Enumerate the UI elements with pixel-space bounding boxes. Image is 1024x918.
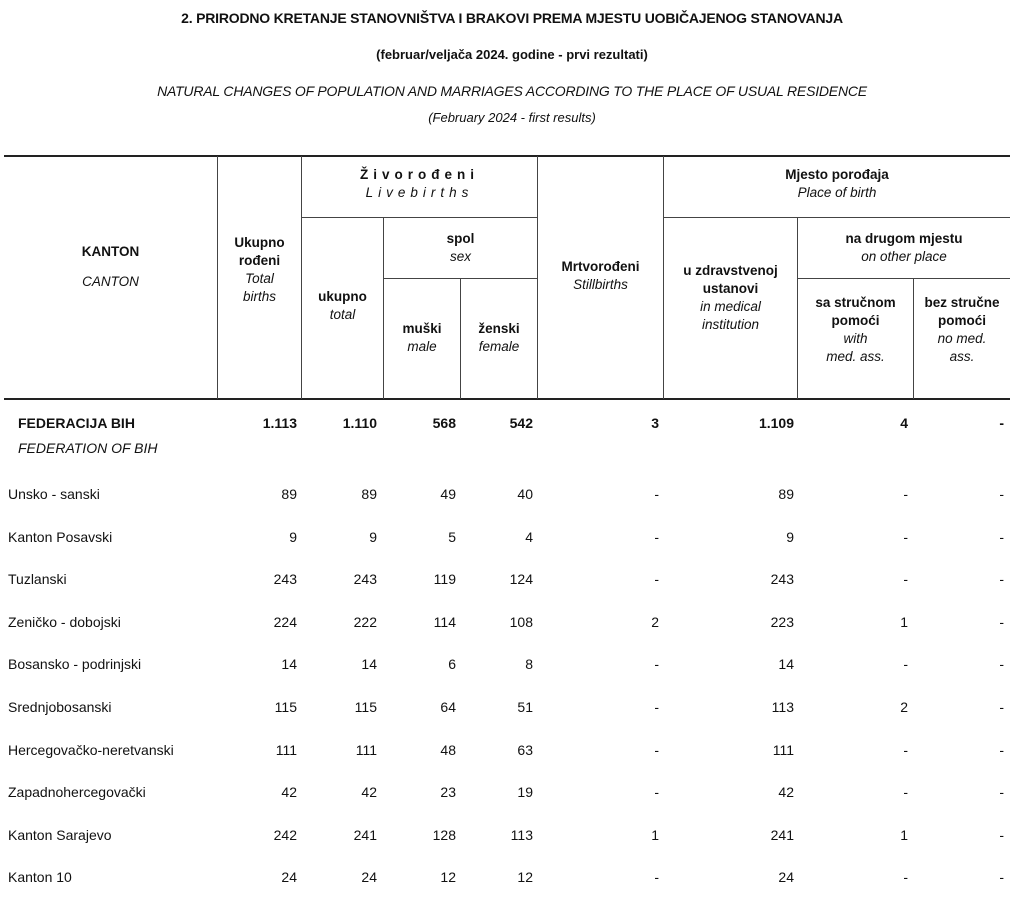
- cell-male: 5: [448, 528, 456, 545]
- cell-no-med-ass: -: [999, 826, 1004, 843]
- row-canton-name: Srednjobosanski: [8, 699, 112, 715]
- row-canton-name: Unsko - sanski: [8, 486, 100, 502]
- cell-with-med-ass: -: [903, 528, 908, 545]
- cell-no-med-ass: -: [999, 486, 1004, 502]
- cell-no-med-ass: -: [999, 571, 1004, 588]
- header-other-place: na drugom mjestu on other place: [845, 231, 963, 264]
- cell-male: 23: [440, 784, 456, 801]
- header-stillbirths: Mrtvorođeni Stillbirths: [561, 259, 640, 292]
- cell-with-med-ass: 1: [900, 613, 908, 630]
- place-underline: [663, 217, 1010, 218]
- header-no-med-ass: bez stručne pomoći no med. ass.: [924, 295, 1000, 364]
- cell-medical-institution: 24: [778, 869, 794, 886]
- cell-medical-institution: 223: [770, 613, 794, 630]
- cell-male: 114: [433, 613, 456, 630]
- cell-no-med-ass: -: [999, 741, 1004, 758]
- cell-with-med-ass: -: [903, 486, 908, 502]
- cell-medical-institution: 9: [786, 528, 794, 545]
- header-male: muški male: [402, 321, 442, 354]
- header-kanton: KANTON CANTON: [81, 244, 140, 289]
- cell-total-births: 224: [273, 613, 297, 630]
- table-row: [0, 869, 1024, 889]
- table-row: [0, 571, 1024, 591]
- cell-livebirths-total: 111: [355, 741, 377, 758]
- header-livebirths-total: ukupno total: [318, 289, 367, 322]
- cell-male: 12: [440, 869, 456, 886]
- table-row: [0, 529, 1024, 549]
- cell-livebirths-total: 9: [369, 528, 377, 545]
- cell-stillbirths: -: [654, 528, 659, 545]
- cell-female: 40: [517, 486, 533, 502]
- cell-with-med-ass: -: [903, 741, 908, 758]
- row-canton-name: Hercegovačko-neretvanski: [8, 741, 174, 758]
- cell-stillbirths: -: [654, 656, 659, 673]
- row-canton-name: Kanton Sarajevo: [8, 826, 112, 843]
- cell-no-med-ass: -: [999, 528, 1004, 545]
- cell-total-births: 1.113: [262, 415, 297, 431]
- cell-livebirths-total: 14: [361, 656, 377, 673]
- header-with-med-ass: sa stručnom pomoći with med. ass.: [815, 295, 896, 364]
- header-place-of-birth: Mjesto porođaja Place of birth: [785, 167, 889, 200]
- cell-male: 568: [432, 415, 456, 431]
- cell-with-med-ass: -: [903, 571, 908, 588]
- cell-stillbirths: -: [654, 869, 659, 886]
- cell-female: 124: [509, 571, 533, 588]
- cell-no-med-ass: -: [999, 784, 1004, 801]
- header-livebirths: Živorođeni Livebirths: [359, 167, 479, 200]
- header-medical-institution: u zdravstvenoj ustanovi in medical institution: [683, 263, 778, 332]
- cell-total-births: 24: [281, 869, 297, 886]
- spol-underline: [383, 278, 537, 279]
- table-row: [0, 827, 1024, 847]
- title-line-4: (February 2024 - first results): [428, 110, 596, 125]
- cell-livebirths-total: 89: [361, 486, 377, 502]
- federation-name: FEDERACIJA BIH: [18, 415, 135, 431]
- cell-livebirths-total: 24: [361, 869, 377, 886]
- cell-livebirths-total: 241: [353, 826, 377, 843]
- table-row: [0, 614, 1024, 634]
- cell-female: 63: [517, 741, 533, 758]
- cell-male: 64: [440, 699, 456, 715]
- title-line-2: (februar/veljača 2024. godine - prvi rezultati): [376, 47, 648, 62]
- cell-male: 48: [440, 741, 456, 758]
- row-canton-name: Tuzlanski: [8, 571, 67, 588]
- cell-total-births: 111: [275, 741, 297, 758]
- title-line-1: 2. PRIRODNO KRETANJE STANOVNIŠTVA I BRAKOVI PREMA MJESTU UOBIČAJENOG STANOVANJA: [181, 10, 843, 26]
- cell-female: 12: [517, 869, 533, 886]
- cell-livebirths-total: 222: [353, 613, 377, 630]
- table-top-rule: [4, 155, 1010, 157]
- cell-no-med-ass: -: [999, 415, 1004, 431]
- livebirths-underline: [301, 217, 537, 218]
- cell-total-births: 243: [273, 571, 297, 588]
- cell-livebirths-total: 243: [353, 571, 377, 588]
- cell-female: 51: [517, 699, 533, 715]
- cell-female: 4: [525, 528, 533, 545]
- cell-female: 19: [517, 784, 533, 801]
- cell-total-births: 14: [281, 656, 297, 673]
- cell-total-births: 242: [273, 826, 297, 843]
- row-canton-name: Kanton Posavski: [8, 528, 113, 545]
- cell-total-births: 42: [281, 784, 297, 801]
- cell-female: 108: [509, 613, 533, 630]
- cell-livebirths-total: 115: [354, 699, 377, 715]
- cell-stillbirths: -: [654, 699, 659, 715]
- table-row: [0, 486, 1024, 506]
- cell-male: 49: [440, 486, 456, 502]
- header-sex: spol sex: [446, 231, 475, 264]
- cell-with-med-ass: -: [903, 784, 908, 801]
- cell-medical-institution: 111: [772, 741, 794, 758]
- cell-medical-institution: 42: [778, 784, 794, 801]
- cell-stillbirths: -: [654, 784, 659, 801]
- cell-male: 6: [448, 656, 456, 673]
- table-row: [0, 656, 1024, 676]
- cell-medical-institution: 243: [770, 571, 794, 588]
- cell-female: 113: [510, 826, 533, 843]
- row-canton-name: Zapadnohercegovački: [8, 784, 146, 801]
- cell-livebirths-total: 42: [361, 784, 377, 801]
- federation-name-en: FEDERATION OF BIH: [18, 440, 158, 456]
- cell-stillbirths: 1: [651, 826, 659, 843]
- cell-total-births: 9: [289, 528, 297, 545]
- cell-with-med-ass: -: [903, 869, 908, 886]
- cell-with-med-ass: 4: [900, 415, 908, 431]
- cell-female: 8: [525, 656, 533, 673]
- cell-male: 128: [432, 826, 456, 843]
- cell-medical-institution: 14: [778, 656, 794, 673]
- cell-with-med-ass: -: [903, 656, 908, 673]
- cell-stillbirths: 3: [651, 415, 659, 431]
- cell-medical-institution: 1.109: [758, 415, 794, 431]
- cell-stillbirths: -: [654, 486, 659, 502]
- cell-no-med-ass: -: [999, 699, 1004, 715]
- cell-total-births: 115: [274, 699, 297, 715]
- cell-livebirths-total: 1.110: [342, 415, 377, 431]
- row-canton-name: Kanton 10: [8, 869, 72, 886]
- title-line-3: NATURAL CHANGES OF POPULATION AND MARRIAGES ACCORDING TO THE PLACE OF USUAL RESIDENCE: [157, 83, 867, 99]
- row-canton-name: Bosansko - podrinjski: [8, 656, 142, 673]
- federation-row: [0, 415, 1024, 435]
- table-row: [0, 784, 1024, 804]
- cell-female: 542: [509, 415, 533, 431]
- header-total-births: Ukupno rođeni Total births: [234, 235, 285, 304]
- cell-total-births: 89: [281, 486, 297, 502]
- header-female: ženski female: [478, 321, 520, 354]
- cell-no-med-ass: -: [999, 869, 1004, 886]
- cell-with-med-ass: 2: [900, 699, 908, 715]
- table-row: [0, 699, 1024, 719]
- cell-stillbirths: -: [654, 741, 659, 758]
- cell-medical-institution: 241: [770, 826, 794, 843]
- cell-medical-institution: 113: [771, 699, 794, 715]
- table-header-bottom-rule: [4, 398, 1010, 400]
- cell-with-med-ass: 1: [900, 826, 908, 843]
- table-row: [0, 742, 1024, 762]
- cell-stillbirths: 2: [651, 613, 659, 630]
- row-canton-name: Zeničko - dobojski: [8, 613, 121, 630]
- cell-stillbirths: -: [654, 571, 659, 588]
- other-place-underline: [797, 278, 1010, 279]
- cell-no-med-ass: -: [999, 656, 1004, 673]
- cell-male: 119: [433, 571, 456, 588]
- cell-no-med-ass: -: [999, 613, 1004, 630]
- cell-medical-institution: 89: [778, 486, 794, 502]
